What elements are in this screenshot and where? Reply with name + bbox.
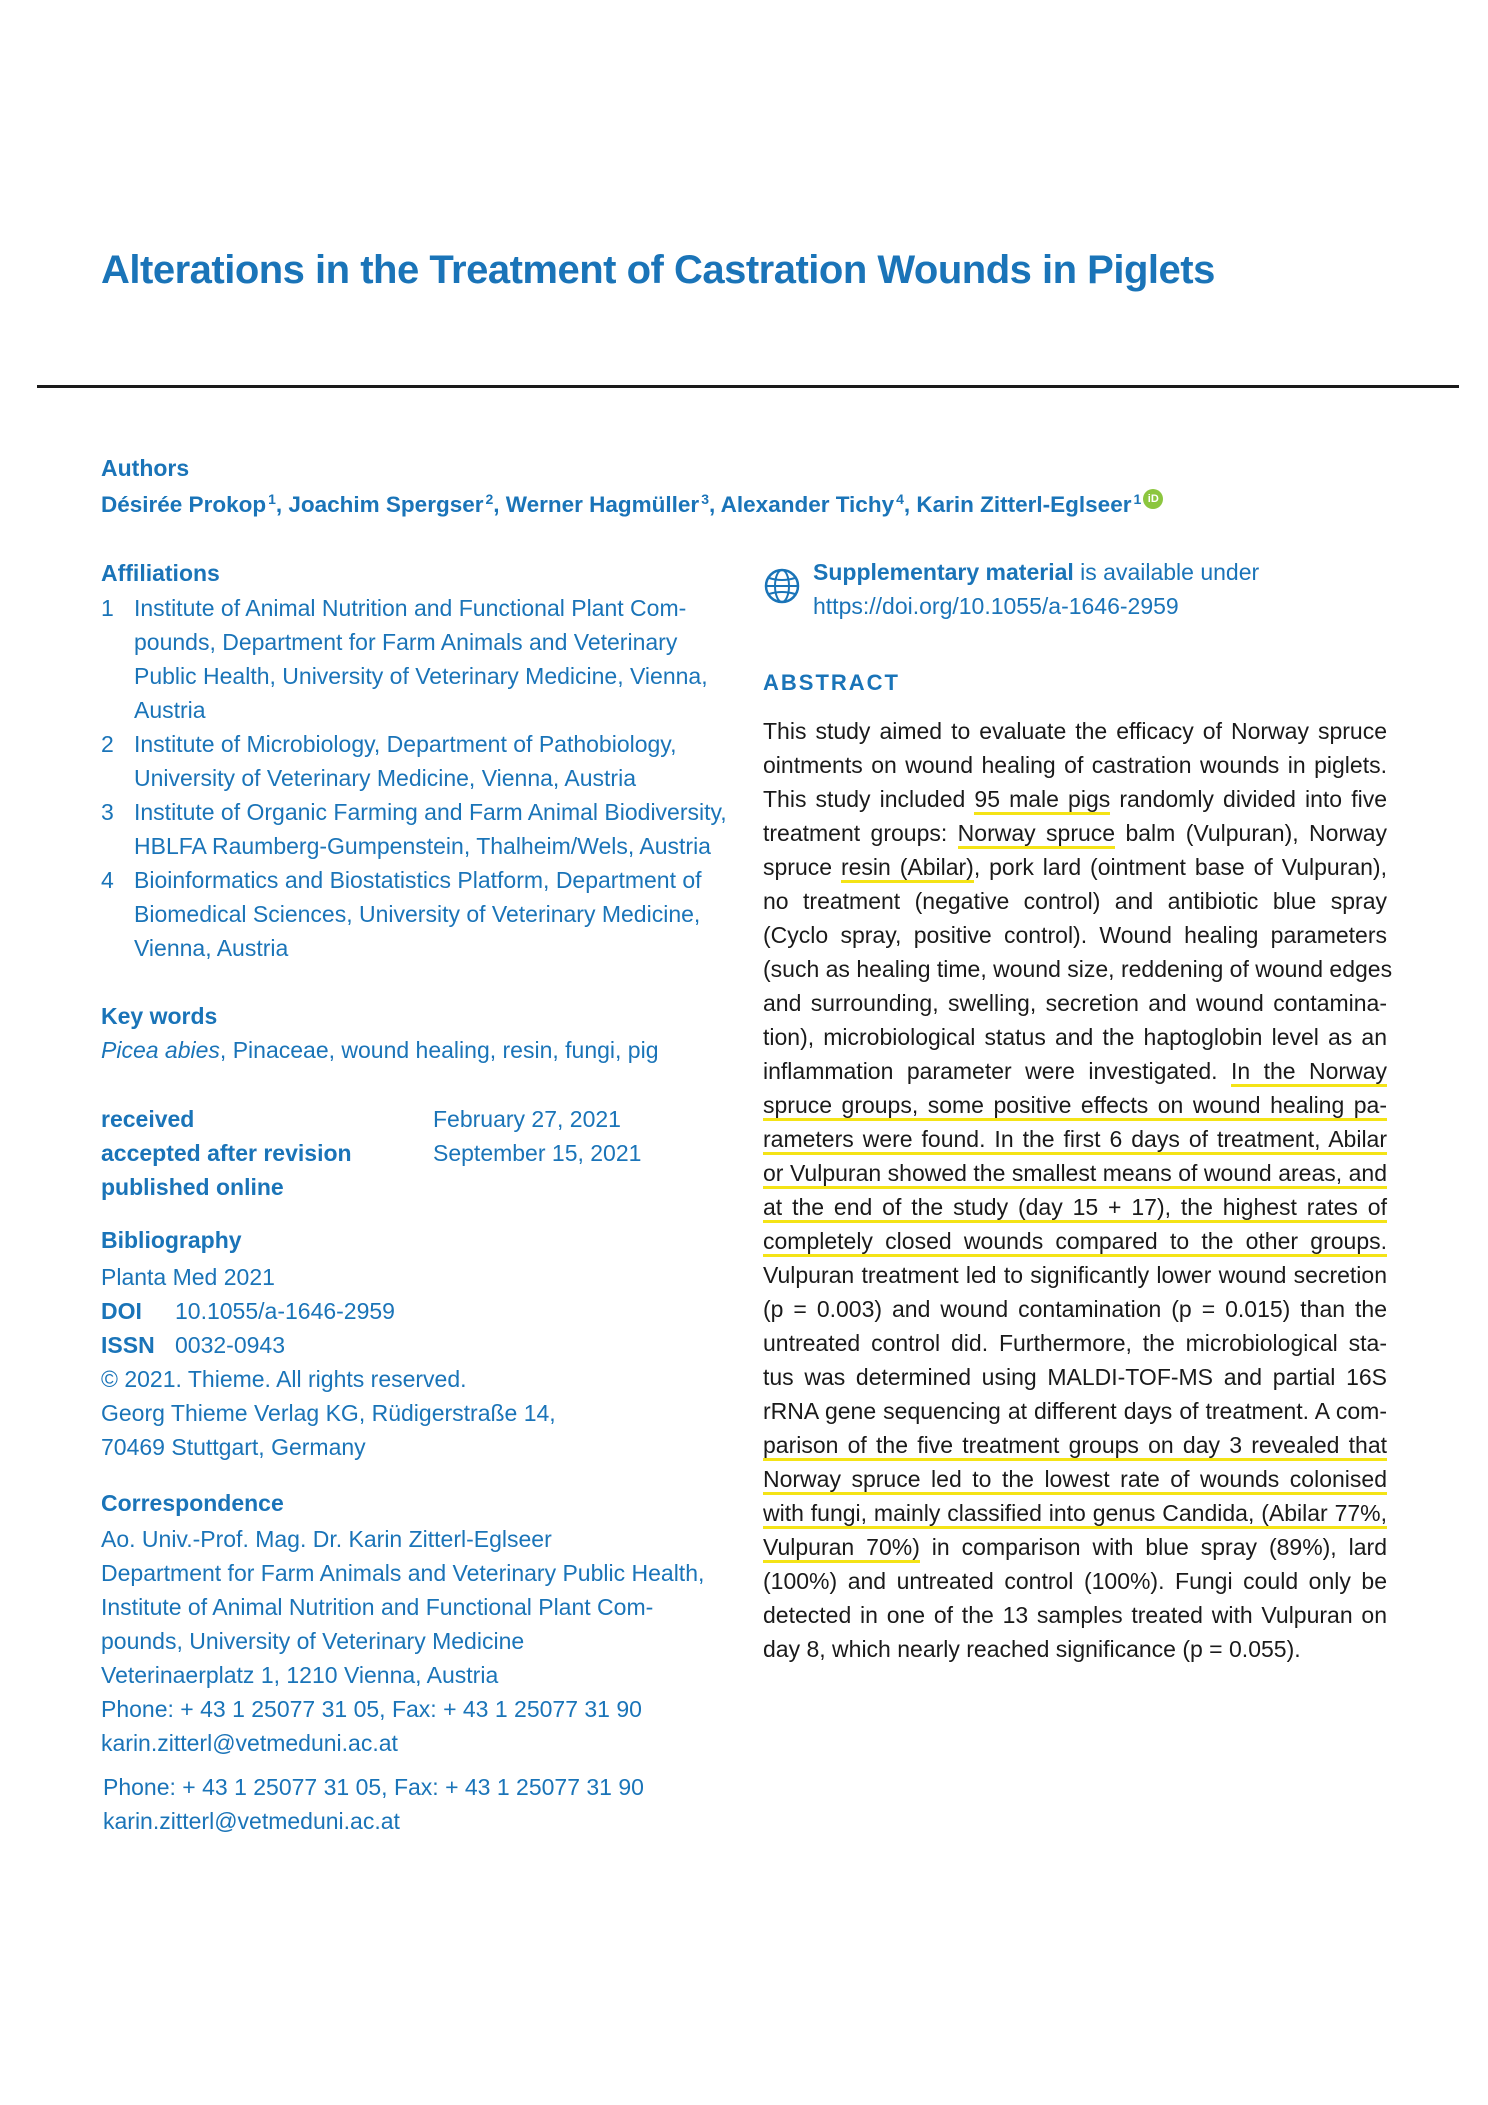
abstract-text: randomly divided into five <box>1110 786 1387 812</box>
date-row <box>101 1170 641 1204</box>
keyword-list: , Pinaceae, wound healing, resin, fungi, pig <box>219 1037 659 1063</box>
bibliography <box>101 1260 556 1464</box>
abstract-text: tion), microbiological status and the haptoglobin level as an <box>763 1024 1387 1050</box>
highlighted-text: Norway spruce <box>958 820 1115 849</box>
abstract-text: in comparison with blue spray (89%), lard <box>919 1534 1387 1560</box>
correspondence-line: pounds, University of Veterinary Medicine <box>101 1628 525 1654</box>
publisher-address: 70469 Stuttgart, Germany <box>101 1434 366 1460</box>
affiliation-number: 3 <box>101 799 114 825</box>
abstract-text: rRNA gene sequencing at different days of treatment. A com- <box>763 1398 1387 1424</box>
abstract-text: This study aimed to evaluate the efficacy of Norway spruce <box>763 718 1387 744</box>
correspondence-line: Institute of Animal Nutrition and Functional Plant Com- <box>101 1594 654 1620</box>
keywords <box>101 1037 659 1064</box>
abstract-text: This study included <box>763 786 975 812</box>
affiliation-item <box>101 591 741 727</box>
highlighted-text: completely closed wounds compared to the other groups. <box>763 1228 1387 1257</box>
abstract-line <box>763 1224 1387 1258</box>
abstract-line <box>763 1054 1387 1088</box>
highlighted-text: Norway spruce led to the lowest rate of wounds colonised <box>763 1466 1387 1495</box>
affiliations-list <box>101 591 741 965</box>
correspondence-duplicate <box>103 1770 644 1838</box>
date-row <box>101 1102 641 1136</box>
abstract-line <box>763 884 1387 918</box>
affiliation-text: Bioinformatics and Biostatistics Platform, Department of Biomedical Sciences, University of Veterinary Medicine, Vienna, Austria <box>134 867 702 961</box>
orcid-icon[interactable]: iD <box>1143 489 1163 509</box>
abstract-line <box>763 1394 1387 1428</box>
title-divider <box>37 385 1459 388</box>
correspondence-phone: Phone: + 43 1 25077 31 05, Fax: + 43 1 25077 31 90 <box>103 1774 644 1800</box>
affiliation-item <box>101 727 741 795</box>
affiliation-text: Institute of Organic Farming and Farm Animal Biodiversity, HBLFA Raumberg-Gumpenstein, Thalheim/Wels, Austria <box>134 799 727 859</box>
keywords-heading: Key words <box>101 1003 218 1029</box>
abstract-line <box>763 1564 1387 1598</box>
abstract-text: (100%) and untreated control (100%). Fungi could only be <box>763 1568 1387 1594</box>
affiliation-item <box>101 863 741 965</box>
date-value: February 27, 2021 <box>433 1106 621 1132</box>
correspondence-email[interactable]: karin.zitterl@vetmeduni.ac.at <box>103 1808 400 1834</box>
highlighted-text: with fungi, mainly classified into genus Candida, (Abilar 77%, <box>763 1500 1387 1529</box>
correspondence-line: Ao. Univ.-Prof. Mag. Dr. Karin Zitterl-Eglseer <box>101 1526 552 1552</box>
abstract-line <box>763 748 1387 782</box>
abstract-line <box>763 1428 1387 1462</box>
highlighted-text: spruce groups, some positive effects on wound healing pa- <box>763 1092 1387 1121</box>
affiliation-number: 4 <box>101 867 114 893</box>
issn-row <box>101 1328 556 1362</box>
abstract-text: and surrounding, swelling, secretion and wound contamina- <box>763 990 1387 1016</box>
paper-title: Alterations in the Treatment of Castration Wounds in Piglets <box>101 248 1215 292</box>
correspondence-phone: Phone: + 43 1 25077 31 05, Fax: + 43 1 25077 31 90 <box>101 1696 642 1722</box>
abstract-body <box>763 714 1393 1666</box>
author-name[interactable]: Alexander Tichy <box>720 492 895 517</box>
abstract-line <box>763 1496 1387 1530</box>
supplementary-link[interactable]: https://doi.org/10.1055/a-1646-2959 <box>813 593 1179 619</box>
supplementary-label: Supplementary material <box>813 559 1074 585</box>
highlighted-text: 95 male pigs <box>974 786 1110 815</box>
abstract-line <box>763 952 1393 986</box>
abstract-text: Vulpuran treatment led to significantly lower wound secretion <box>763 1262 1387 1288</box>
publication-dates <box>101 1102 641 1204</box>
highlighted-text: resin (Abilar) <box>841 854 974 883</box>
doi-row <box>101 1294 556 1328</box>
supplementary-note <box>813 555 1259 623</box>
abstract-line <box>763 1190 1387 1224</box>
affiliation-text: Institute of Microbiology, Department of Pathobiology, University of Veterinary Medicine, Vienna, Austria <box>134 731 677 791</box>
affiliation-number: 1 <box>101 595 114 621</box>
abstract-text: inflammation parameter were investigated. <box>763 1058 1231 1084</box>
abstract-text: (p = 0.003) and wound contamination (p = 0.015) than the <box>763 1296 1387 1322</box>
abstract-line <box>763 850 1387 884</box>
date-label: received <box>101 1106 195 1132</box>
affiliation-item <box>101 795 741 863</box>
highlighted-text: or Vulpuran showed the smallest means of wound areas, and <box>763 1160 1387 1189</box>
doi-label: DOI <box>101 1298 142 1324</box>
abstract-text: (Cyclo spray, positive control). Wound healing parameters <box>763 922 1387 948</box>
correspondence <box>101 1522 741 1760</box>
abstract-line <box>763 1292 1387 1326</box>
abstract-text: detected in one of the 13 samples treated with Vulpuran on <box>763 1602 1387 1628</box>
abstract-line <box>763 1598 1387 1632</box>
author-affiliation-number: 3 <box>701 491 709 507</box>
author-affiliation-number: 1 <box>268 491 276 507</box>
abstract-text: balm (Vulpuran), Norway <box>1115 820 1388 846</box>
abstract-text: no treatment (negative control) and antibiotic blue spray <box>763 888 1387 914</box>
abstract-text: tus was determined using MALDI-TOF-MS and partial 16S <box>763 1364 1387 1390</box>
authors-heading: Authors <box>101 455 190 481</box>
highlighted-text: rameters were found. In the first 6 days of treatment, Abilar <box>763 1126 1387 1155</box>
author-affiliation-number: 4 <box>896 491 904 507</box>
abstract-line <box>763 986 1387 1020</box>
abstract-line <box>763 1632 1387 1666</box>
correspondence-line: Department for Farm Animals and Veterinary Public Health, <box>101 1560 705 1586</box>
abstract-text: , pork lard (ointment base of Vulpuran), <box>973 854 1387 880</box>
abstract-line <box>763 1122 1387 1156</box>
abstract-line <box>763 1530 1387 1564</box>
abstract-line <box>763 1020 1387 1054</box>
globe-icon <box>763 567 801 605</box>
abstract-text: untreated control did. Furthermore, the microbiological sta- <box>763 1330 1387 1356</box>
highlighted-text: Vulpuran 70%) <box>763 1534 920 1563</box>
abstract-line <box>763 918 1387 952</box>
publisher-address: Georg Thieme Verlag KG, Rüdigerstraße 14, <box>101 1400 556 1426</box>
date-value: September 15, 2021 <box>433 1140 642 1166</box>
highlighted-text: In the Norway <box>1231 1058 1387 1087</box>
date-label: published online <box>101 1174 284 1200</box>
abstract-line <box>763 1462 1387 1496</box>
abstract-line <box>763 1088 1387 1122</box>
abstract-line <box>763 816 1387 850</box>
date-row <box>101 1136 641 1170</box>
bibliography-heading: Bibliography <box>101 1227 242 1253</box>
keyword-species: Picea abies <box>101 1037 220 1063</box>
highlighted-text: parison of the five treatment groups on day 3 revealed that <box>763 1432 1387 1461</box>
author-name[interactable]: Joachim Spergser <box>288 492 484 517</box>
abstract-line <box>763 1326 1387 1360</box>
affiliations-heading: Affiliations <box>101 560 220 586</box>
author-affiliation-number: 1 <box>1133 491 1142 507</box>
date-label: accepted after revision <box>101 1140 352 1166</box>
affiliation-number: 2 <box>101 731 114 757</box>
journal-citation: Planta Med 2021 <box>101 1264 275 1290</box>
affiliation-text: Institute of Animal Nutrition and Functional Plant Com- pounds, Department for Farm Animals and Veterinary Public Health, University of Veterinary Medicine, Vienna, Austria <box>134 595 708 723</box>
abstract-text: ointments on wound healing of castration wounds in piglets. <box>763 752 1387 778</box>
author-name[interactable]: Désirée Prokop <box>101 492 267 517</box>
doi-value[interactable]: 10.1055/a-1646-2959 <box>175 1298 395 1324</box>
author-name[interactable]: Karin Zitterl-Eglseer <box>916 492 1132 517</box>
abstract-line <box>763 1258 1387 1292</box>
author-affiliation-number: 2 <box>485 491 494 507</box>
abstract-text: treatment groups: <box>763 820 958 846</box>
abstract-text: day 8, which nearly reached significance (p = 0.055). <box>763 1636 1301 1662</box>
abstract-text: spruce <box>763 854 841 880</box>
issn-label: ISSN <box>101 1332 155 1358</box>
copyright: © 2021. Thieme. All rights reserved. <box>101 1366 467 1392</box>
author-name[interactable]: Werner Hagmüller <box>505 492 700 517</box>
correspondence-line: Veterinaerplatz 1, 1210 Vienna, Austria <box>101 1662 499 1688</box>
highlighted-text: at the end of the study (day 15 + 17), the highest rates of <box>763 1194 1387 1223</box>
issn-value: 0032-0943 <box>175 1332 285 1358</box>
abstract-text: (such as healing time, wound size, reddening of wound edges <box>763 956 1393 982</box>
abstract-heading: ABSTRACT <box>763 670 900 695</box>
abstract-line <box>763 1156 1387 1190</box>
correspondence-email[interactable]: karin.zitterl@vetmeduni.ac.at <box>101 1730 398 1756</box>
abstract-line <box>763 714 1387 748</box>
correspondence-heading: Correspondence <box>101 1490 284 1516</box>
abstract-line <box>763 1360 1387 1394</box>
supplementary-text: is available under <box>1073 559 1260 585</box>
abstract-line <box>763 782 1387 816</box>
author-list: Désirée Prokop $^1$, Joachim Spergser $^2$, Werner Hagmüller $^3$, Alexander Tichy $^4$, Karin Zitterl-Eglseer $^1$ iD <box>101 489 1163 518</box>
